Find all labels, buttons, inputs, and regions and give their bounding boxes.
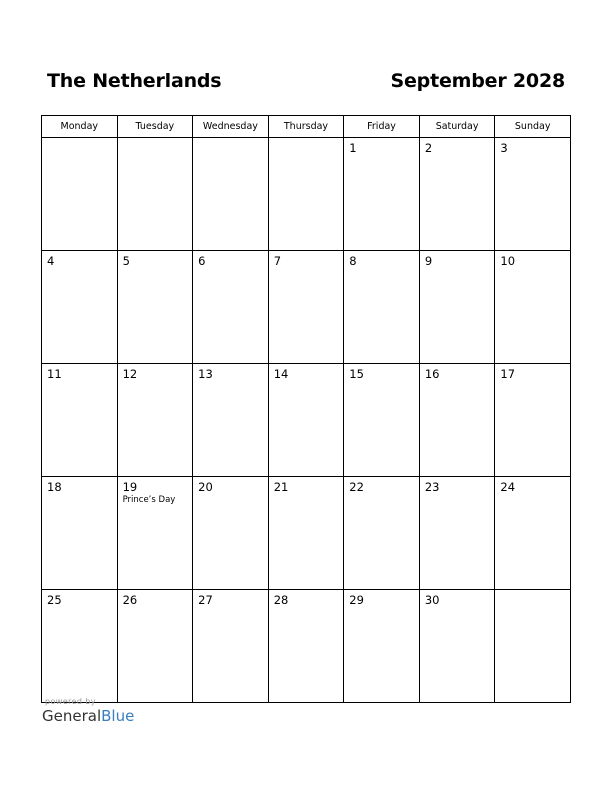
day-number: 11 <box>47 367 62 381</box>
day-number: 2 <box>424 141 433 155</box>
footer-branding <box>42 697 134 725</box>
weekday-tuesday: Tuesday <box>117 116 193 138</box>
day-cell <box>419 477 495 590</box>
day-number: 13 <box>198 367 213 381</box>
day-number: 23 <box>424 480 440 494</box>
day-cell <box>42 364 118 477</box>
generalblue-logo[interactable] <box>42 707 134 725</box>
day-cell <box>419 138 495 251</box>
day-cell <box>193 138 269 251</box>
day-cell <box>495 251 571 364</box>
day-cell <box>268 590 344 703</box>
day-number: 4 <box>47 254 55 268</box>
brand-general-text: General <box>42 707 102 725</box>
day-cell <box>344 477 420 590</box>
day-cell <box>42 477 118 590</box>
day-number: 16 <box>424 367 440 381</box>
day-number: 8 <box>349 254 357 268</box>
day-cell <box>495 590 571 703</box>
day-cell <box>495 477 571 590</box>
day-cell <box>117 364 193 477</box>
day-number: 12 <box>122 367 138 381</box>
day-number: 1 <box>349 141 357 155</box>
day-cell <box>419 364 495 477</box>
day-cell <box>42 138 118 251</box>
day-number: 18 <box>47 480 62 494</box>
day-cell <box>268 477 344 590</box>
week-row <box>42 477 571 590</box>
week-row <box>42 251 571 364</box>
day-number: 3 <box>500 141 508 155</box>
weekday-thursday: Thursday <box>268 116 344 138</box>
brand-blue-text: Blue <box>101 707 135 725</box>
day-cell <box>193 251 269 364</box>
day-cell <box>117 590 193 703</box>
day-cell <box>344 251 420 364</box>
day-cell <box>495 138 571 251</box>
day-cell <box>268 138 344 251</box>
day-cell <box>117 138 193 251</box>
day-number: 7 <box>273 254 282 268</box>
month-year-title: September 2028 <box>390 70 565 92</box>
day-cell <box>193 477 269 590</box>
country-title: The Netherlands <box>47 70 222 92</box>
holiday-label: Prince’s Day <box>122 495 176 505</box>
day-number: 5 <box>122 254 130 268</box>
day-number: 25 <box>47 593 62 607</box>
day-number: 22 <box>349 480 364 494</box>
day-cell <box>117 251 193 364</box>
day-number: 26 <box>122 593 138 607</box>
day-number: 14 <box>273 367 289 381</box>
day-number: 29 <box>349 593 364 607</box>
day-cell <box>193 364 269 477</box>
day-cell <box>42 590 118 703</box>
day-cell <box>344 590 420 703</box>
day-number: 30 <box>424 593 440 607</box>
week-row <box>42 364 571 477</box>
day-number: 17 <box>500 367 516 381</box>
day-number: 20 <box>198 480 213 494</box>
day-number: 10 <box>500 254 516 268</box>
weekday-friday: Friday <box>344 116 420 138</box>
weekday-monday: Monday <box>42 116 118 138</box>
day-number: 21 <box>273 480 289 494</box>
day-cell <box>419 251 495 364</box>
day-number: 6 <box>198 254 206 268</box>
day-cell <box>193 590 269 703</box>
day-cell <box>42 251 118 364</box>
day-cell <box>419 590 495 703</box>
day-cell <box>344 138 420 251</box>
weekday-sunday: Sunday <box>495 116 571 138</box>
calendar-grid <box>41 115 571 703</box>
day-number: 9 <box>424 254 433 268</box>
powered-by-label: powered by <box>45 697 96 706</box>
week-row <box>42 138 571 251</box>
day-number: 15 <box>349 367 364 381</box>
day-number: 28 <box>273 593 289 607</box>
weekday-saturday: Saturday <box>419 116 495 138</box>
week-row <box>42 590 571 703</box>
day-cell <box>344 364 420 477</box>
weekday-wednesday: Wednesday <box>193 116 269 138</box>
day-cell <box>268 364 344 477</box>
day-cell <box>495 364 571 477</box>
day-cell <box>268 251 344 364</box>
day-number: 24 <box>500 480 516 494</box>
weekday-header-row <box>42 116 571 138</box>
day-number: 27 <box>198 593 213 607</box>
day-cell-holiday <box>117 477 193 590</box>
day-number: 19 <box>122 480 138 494</box>
